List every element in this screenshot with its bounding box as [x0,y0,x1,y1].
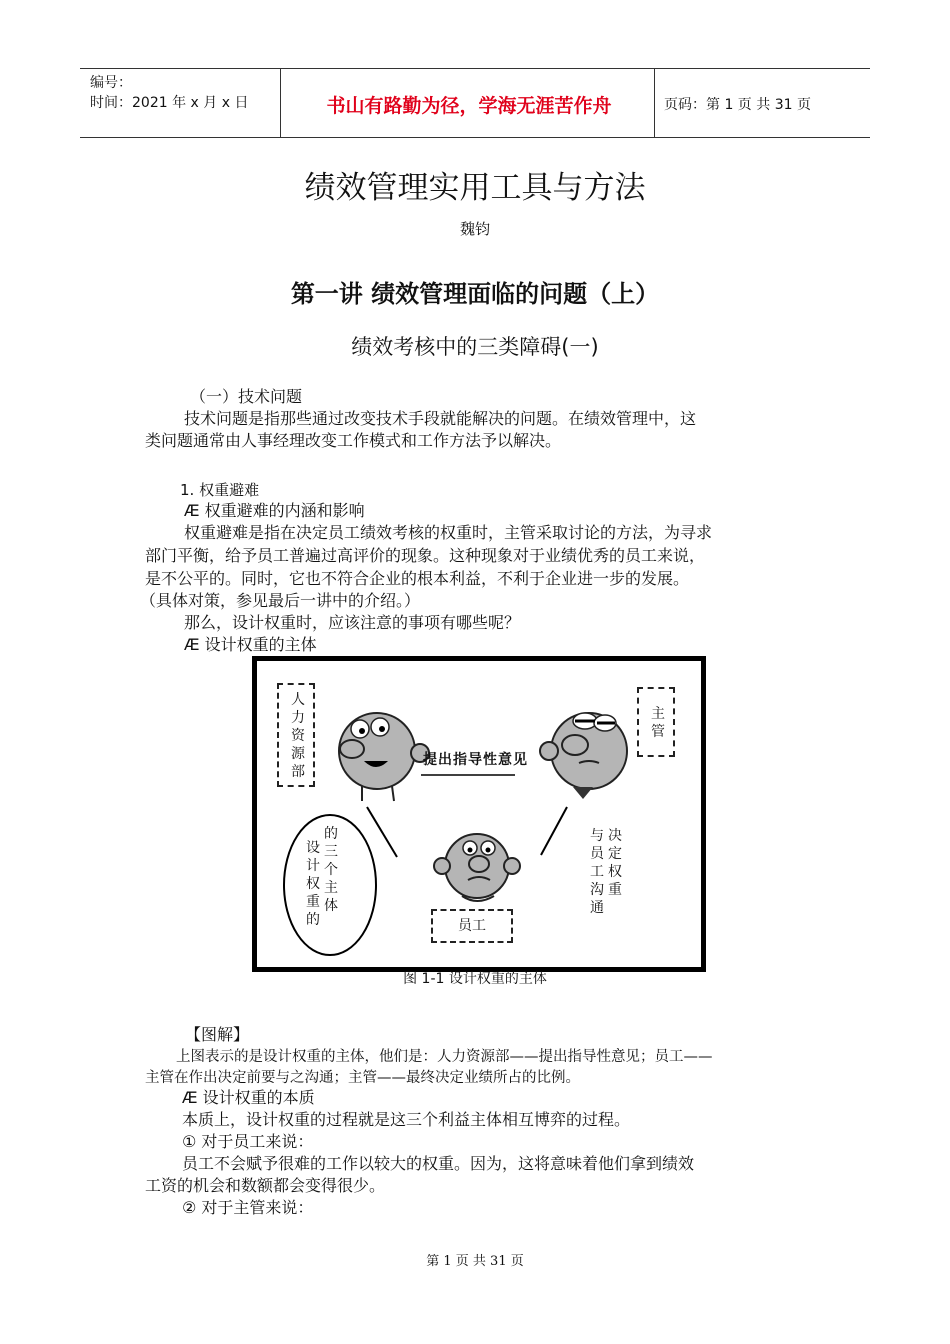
subheading-technical: （一）技术问题 [190,387,303,406]
paragraph-line: 工资的机会和数额都会变得很少。 [145,1176,386,1195]
oval-text-col2: 的三个主体 [324,826,338,914]
guide-label: 提出指导性意见 [423,752,528,768]
connector-line [541,807,567,855]
lecture-heading: 第一讲 绩效管理面临的问题（上） [290,280,660,308]
header-motto: 书山有路勤为径，学海无涯苦作舟 [326,95,612,117]
page-title: 绩效管理实用工具与方法 [304,170,646,206]
paragraph-line: 部门平衡，给予员工普遍过高评价的现象。这种现象对于业绩优秀的员工来说， [145,546,706,565]
bullet-item: Æ 设计权重的本质 [182,1088,315,1107]
serial-label: 编号： [90,75,132,91]
paragraph-line: （具体对策，参见最后一讲中的介绍。） [140,591,421,610]
section-heading: 绩效考核中的三类障碍(一) [351,335,599,359]
paragraph-line: 是不公平的。同时，它也不符合企业的根本利益，不利于企业进一步的发展。 [145,569,690,588]
manager-person-icon [540,713,627,799]
paragraph-line: 权重避难是指在决定员工绩效考核的权重时，主管采取讨论的方法，为寻求 [184,523,713,542]
page-header [80,68,870,138]
hr-person-icon [339,713,429,801]
bullet-item: Æ 权重避难的内涵和影响 [184,501,365,520]
decide-weight-label: 决定权重 [608,828,622,898]
subheading-weight: 1. 权重避难 [180,481,260,499]
author: 魏钧 [459,220,490,238]
paragraph-line: 员工不会赋予很难的工作以较大的权重。因为，这将意味着他们拿到绩效 [182,1154,695,1173]
connector-line [367,807,397,857]
bullet-item: Æ 设计权重的主体 [184,635,317,654]
list-item: ① 对于员工来说： [182,1132,314,1151]
paragraph-line: 技术问题是指那些通过改变技术手段就能解决的问题。在绩效管理中，这 [184,409,697,428]
paragraph-line: 那么，设计权重时，应该注意的事项有哪些呢？ [184,613,521,632]
figure-weight-subjects [252,656,706,972]
paragraph-line: 主管在作出决定前要与之沟通；主管——最终决定业绩所占的比例。 [145,1070,580,1086]
employee-person-icon [434,834,520,901]
hr-label: 人力资源部 [291,692,305,780]
explain-heading: 【图解】 [185,1025,250,1044]
paragraph-line: 本质上，设计权重的过程就是这三个利益主体相互博弈的过程。 [182,1110,631,1129]
header-divider [280,69,281,137]
page-footer: 第 1 页 共 31 页 [426,1254,524,1269]
employee-label: 员工 [458,918,486,934]
paragraph-line: 上图表示的是设计权重的主体，他们是：人力资源部——提出指导性意见；员工—— [176,1049,713,1065]
paragraph-line: 类问题通常由人事经理改变工作模式和工作方法予以解决。 [145,431,562,450]
header-meta [90,73,248,113]
oval-text-col1: 设计权重的 [306,840,320,928]
manager-label: 主管 [651,706,665,740]
communicate-label: 与员工沟通 [590,828,604,916]
figure-caption: 图 1-1 设计权重的主体 [403,971,547,987]
date-label: 时间：2021 年 x 月 x 日 [90,95,249,111]
list-item: ② 对于主管来说： [182,1198,314,1217]
header-page-label: 页码：第 1 页 共 31 页 [664,97,811,113]
